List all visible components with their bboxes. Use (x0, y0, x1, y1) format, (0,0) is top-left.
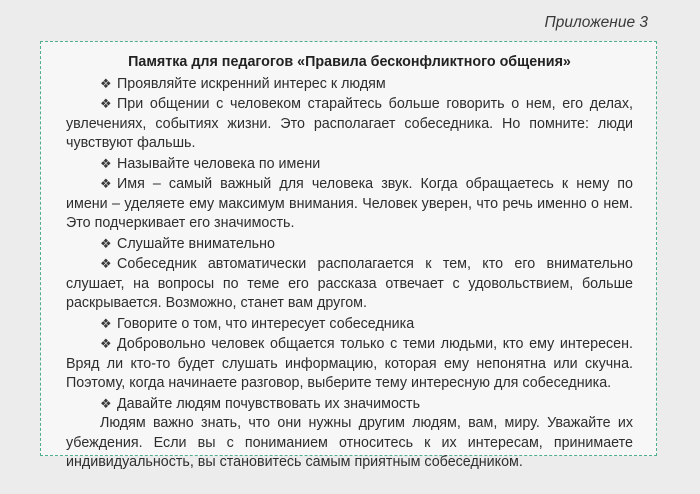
memo-item (66, 314, 633, 335)
diamond-bullet-icon: ❖ (100, 395, 112, 411)
memo-item (66, 234, 633, 255)
appendix-label: Приложение 3 (544, 14, 648, 31)
diamond-bullet-icon: ❖ (100, 96, 112, 111)
memo-item-text: Давайте людям почувствовать их значимость (117, 395, 421, 412)
diamond-bullet-icon: ❖ (100, 336, 112, 351)
memo-title: Памятка для педагогов «Правила бесконфликтного общения» (128, 54, 571, 70)
memo-item-text: Собеседник автоматически располагается к тем, кто его внимательно слушает, на вопросы по теме его рассказа отвечает с удовольствием, больше раскрывается. Возможно, станет вам другом. (66, 256, 633, 311)
memo-item-text: Имя – самый важный для человека звук. Когда обращаетесь к нему по имени – уделяете ему максимум внимания. Человек уверен, что речь именно о нем. Это подчеркивает его значимость. (66, 176, 633, 231)
diamond-bullet-icon: ❖ (100, 176, 112, 191)
memo-item (66, 254, 633, 314)
memo-item (66, 154, 633, 175)
memo-item-text: Называйте человека по имени (117, 155, 321, 172)
memo-item (66, 174, 633, 234)
memo-item-text: Добровольно человек общается только с теми людьми, кто ему интересен. Вряд ли кто-то будет слушать информацию, которая ему непонятна или скучна. Поэтому, когда начинаете разговор, выберите тему интересную для собеседника. (66, 336, 633, 391)
diamond-bullet-icon: ❖ (100, 256, 112, 271)
diamond-bullet-icon: ❖ (100, 235, 112, 251)
memo-item-text: Говорите о том, что интересует собеседника (117, 315, 415, 332)
memo-item (66, 94, 633, 154)
memo-item-text: Проявляйте искренний интерес к людям (117, 75, 386, 92)
memo-item-text: Людям важно знать, что они нужны другим людям, вам, миру. Уважайте их убеждения. Если вы с пониманием относитесь к их интересам, принимаете индивидуальность, вы становитесь самым приятным собеседником. (66, 415, 633, 470)
memo-item (66, 334, 633, 394)
memo-item (66, 414, 633, 473)
memo-frame (40, 41, 657, 470)
diamond-bullet-icon: ❖ (100, 315, 112, 331)
memo-item (66, 74, 633, 95)
memo-item-text: При общении с человеком старайтесь больше говорить о нем, его делах, увлечениях, событиях жизни. Это располагает собеседника. Но помните: люди чувствуют фальшь. (66, 96, 633, 151)
memo-item-text: Слушайте внимательно (117, 235, 275, 252)
memo-item (66, 394, 633, 415)
diamond-bullet-icon: ❖ (100, 155, 112, 171)
diamond-bullet-icon: ❖ (100, 75, 112, 91)
